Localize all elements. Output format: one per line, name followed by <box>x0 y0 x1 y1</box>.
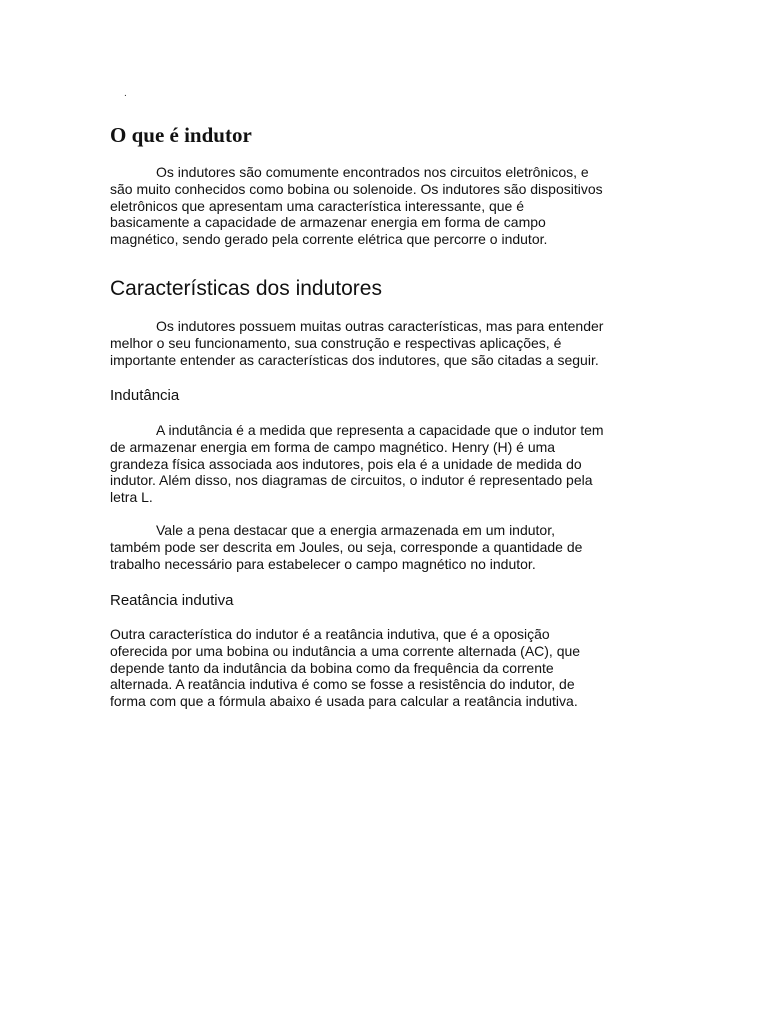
text-line: letra L. <box>110 489 153 506</box>
text-line: alternada. A reatância indutiva é como se fosse a resistência do indutor, de <box>110 676 575 693</box>
heading-inductance: Indutância <box>110 387 180 404</box>
heading-inductive-reactance: Reatância indutiva <box>110 592 234 609</box>
text-line: Os indutores são comumente encontrados nos circuitos eletrônicos, e <box>156 164 589 180</box>
text-line: basicamente a capacidade de armazenar energia em forma de campo <box>110 214 546 231</box>
paragraph-inductive-reactance <box>110 626 660 710</box>
text-line: Vale a pena destacar que a energia armazenada em um indutor, <box>156 522 555 538</box>
text-line: melhor o seu funcionamento, sua construção e respectivas aplicações, é <box>110 334 562 351</box>
paragraph-inductance-energy <box>110 522 660 572</box>
text-line: Os indutores possuem muitas outras características, mas para entender <box>156 318 604 334</box>
text-line: importante entender as características dos indutores, que são citadas a seguir. <box>110 351 599 368</box>
text-line: são muito conhecidos como bobina ou solenoide. Os indutores são dispositivos <box>110 180 603 197</box>
text-line: Outra característica do indutor é a reatância indutiva, que é a oposição <box>110 626 550 642</box>
text-line: magnético, sendo gerado pela corrente elétrica que percorre o indutor. <box>110 231 548 248</box>
text-line: trabalho necessário para estabelecer o campo magnético no indutor. <box>110 555 536 572</box>
text-line: oferecida por uma bobina ou indutância a uma corrente alternada (AC), que <box>110 642 581 659</box>
heading-inductor-characteristics: Características dos indutores <box>110 277 382 300</box>
text-line: depende tanto da indutância da bobina como da frequência da corrente <box>110 659 554 676</box>
page-marker: . <box>124 88 127 99</box>
paragraph-what-is-inductor <box>110 164 660 248</box>
text-line: grandeza física associada aos indutores, pois ela é a unidade de medida do <box>110 455 582 472</box>
heading-what-is-inductor: O que é indutor <box>110 123 252 147</box>
text-line: eletrônicos que apresentam uma característica interessante, que é <box>110 197 525 214</box>
text-line: indutor. Além disso, nos diagramas de circuitos, o indutor é representado pela <box>110 472 593 489</box>
text-line: também pode ser descrita em Joules, ou seja, corresponde a quantidade de <box>110 538 583 555</box>
text-line: A indutância é a medida que representa a capacidade que o indutor tem <box>156 422 604 438</box>
text-line: de armazenar energia em forma de campo magnético. Henry (H) é uma <box>110 438 556 455</box>
text-line: forma com que a fórmula abaixo é usada para calcular a reatância indutiva. <box>110 693 578 710</box>
paragraph-inductor-characteristics <box>110 318 660 368</box>
paragraph-inductance-definition <box>110 422 660 506</box>
